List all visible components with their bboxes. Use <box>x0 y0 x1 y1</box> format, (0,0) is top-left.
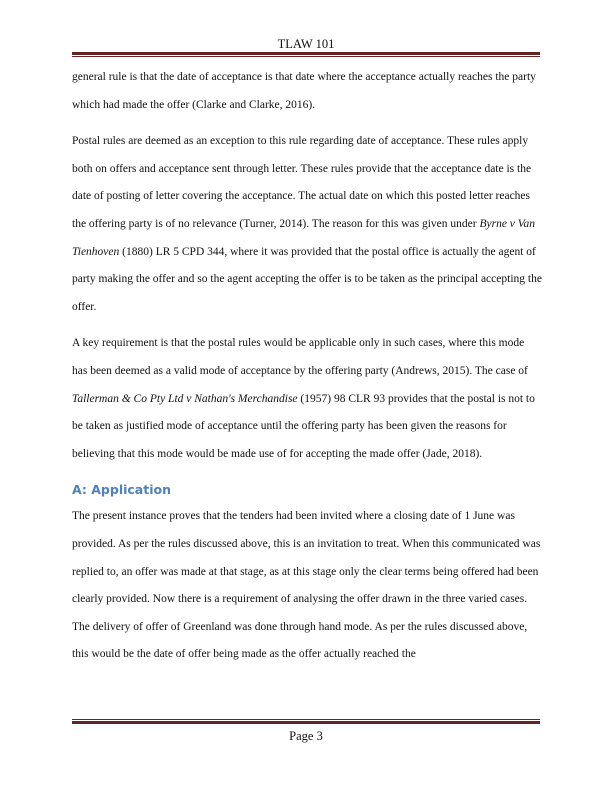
paragraph-key-requirement <box>72 330 542 468</box>
case-name: Tallerman & Co Pty Ltd v Nathan's Merchandise <box>72 392 298 405</box>
paragraph-text: general rule is that the date of acceptance is that date where the acceptance actually reaches the party which had made the offer (Clarke and Clarke, 2016). <box>72 71 536 111</box>
body-text <box>72 64 542 669</box>
footer-rule-thin <box>72 719 540 720</box>
paragraph-text: A key requirement is that the postal rules would be applicable only in such cases, where this mode has been deemed as a valid mode of acceptance by the offering party (Andrews, 2015). The case of <box>72 337 528 377</box>
section-heading-application: A: Application <box>72 482 171 498</box>
header-rule-thick <box>72 52 540 55</box>
page-number: Page 3 <box>289 729 323 743</box>
paragraph-text: Postal rules are deemed as an exception to this rule regarding date of acceptance. These rules apply both on offers and acceptance sent through letter. These rules provide that the acceptance date is the date of posting of letter covering the acceptance. The actual date on which this posted letter reaches the offering party is of no relevance (Turner, 2014). The reason for this was given under <box>72 135 532 230</box>
paragraph-general-rule <box>72 64 542 119</box>
paragraph-text: (1957) 98 CLR 93 provides that the postal is not to be taken as justified mode of acceptance until the offering party has been given the reasons for believing that this mode would be made use of for accepting the made offer (Jade, 2018). <box>72 392 535 460</box>
header-title: TLAW 101 <box>277 37 335 51</box>
footer-rule-thick <box>72 721 540 724</box>
paragraph-postal-rules <box>72 128 542 321</box>
case-name: Byrne v Van Tienhoven <box>72 217 536 258</box>
paragraph-text: The present instance proves that the tenders had been invited where a closing date of 1 June was provided. As per the rules discussed above, this is an invitation to treat. When this communicated was replied to, an offer was made at that stage, as at this stage only the clear terms being offered had been clearly provided. Now there is a requirement of analysing the offer drawn in the three varied cases. The delivery of offer of Greenland was done through hand mode. As per the rules discussed above, this would be the date of offer being made as the offer actually reached the <box>72 510 541 661</box>
paragraph-text: (1880) LR 5 CPD 344, where it was provided that the postal office is actually the agent of party making the offer and so the agent accepting the offer is to be taken as the principal accepting the offer. <box>72 245 542 313</box>
header-rule-thin <box>72 56 540 57</box>
paragraph-application <box>72 503 542 669</box>
